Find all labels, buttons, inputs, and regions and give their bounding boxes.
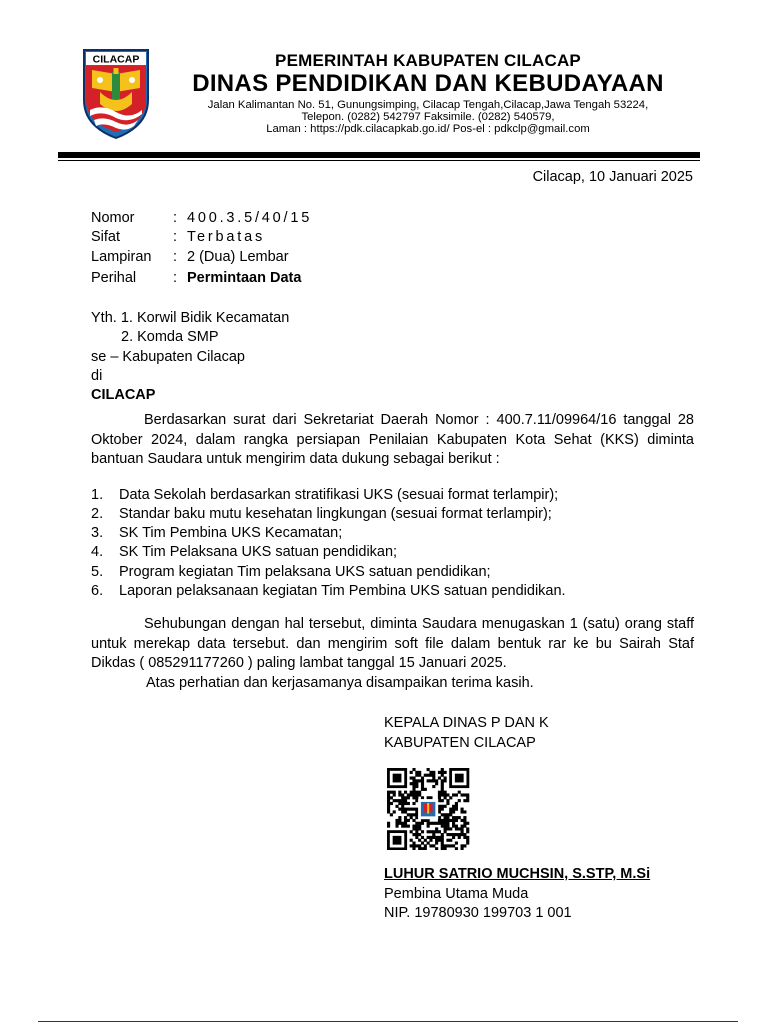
- letterhead-divider-thick: [58, 152, 700, 158]
- signatory-name: LUHUR SATRIO MUCHSIN, S.STP, M.Si: [384, 866, 651, 882]
- sifat-label: Sifat: [91, 229, 121, 245]
- website-email-line: Laman : https://pdk.cilacapkab.go.id/ Pos-el : pdkclp@gmail.com: [266, 123, 590, 135]
- page-bottom-line: [38, 1021, 738, 1022]
- recipient-line-1: Yth. 1. Korwil Bidik Kecamatan: [91, 310, 290, 326]
- perihal-value: Permintaan Data: [187, 270, 302, 286]
- list-item: Laporan pelaksanaan kegiatan Tim Pembina UKS satuan pendidikan.: [119, 583, 566, 599]
- lampiran-label: Lampiran: [91, 249, 152, 265]
- letterhead-divider-thin: [58, 160, 700, 161]
- lampiran-colon: :: [173, 249, 178, 265]
- list-item: Data Sekolah berdasarkan stratifikasi UKS (sesuai format terlampir);: [119, 487, 559, 503]
- list-item-number: 6.: [91, 583, 104, 599]
- signatory-title: KEPALA DINAS P DAN K: [384, 715, 549, 731]
- intro-paragraph: Berdasarkan surat dari Sekretariat Daerah Nomor : 400.7.11/09964/16 tanggal 28 Oktober 2024, dalam rangka persiapan Penilaian Kabupaten Kota Sehat (KKS) diminta bantuan Saudara untuk mengirim data dukung sebagai berikut :: [91, 412, 694, 467]
- sifat-colon: :: [173, 229, 178, 245]
- phone-line: Telepon. (0282) 542797 Faksimile. (0282) 540579,: [301, 111, 555, 123]
- list-item: SK Tim Pembina UKS Kecamatan;: [119, 525, 343, 541]
- list-item-number: 2.: [91, 506, 104, 522]
- government-name: PEMERINTAH KABUPATEN CILACAP: [275, 51, 581, 70]
- perihal-label: Perihal: [91, 270, 137, 286]
- signatory-rank: Pembina Utama Muda: [384, 886, 529, 902]
- letter-date: Cilacap, 10 Januari 2025: [532, 169, 693, 185]
- address-line: Jalan Kalimantan No. 51, Gunungsimping, Cilacap Tengah,Cilacap,Jawa Tengah 53224,: [207, 99, 649, 111]
- list-item: Standar baku mutu kesehatan lingkungan (sesuai format terlampir);: [119, 506, 552, 522]
- thanks-paragraph: Atas perhatian dan kerjasamanya disampaikan terima kasih.: [146, 675, 534, 691]
- signatory-nip: NIP. 19780930 199703 1 001: [384, 905, 572, 921]
- regency-logo: [82, 48, 150, 140]
- recipient-line-4: di: [91, 368, 103, 384]
- lampiran-value: 2 (Dua) Lembar: [187, 249, 289, 265]
- recipient-city: CILACAP: [91, 387, 156, 403]
- list-item-number: 4.: [91, 544, 104, 560]
- signatory-office: KABUPATEN CILACAP: [384, 735, 536, 751]
- list-item-number: 3.: [91, 525, 104, 541]
- nomor-colon: :: [173, 210, 178, 226]
- list-item: Program kegiatan Tim pelaksana UKS satuan pendidikan;: [119, 564, 491, 580]
- logo-text: CILACAP: [92, 53, 140, 66]
- list-item-number: 5.: [91, 564, 104, 580]
- recipient-line-3: se – Kabupaten Cilacap: [91, 349, 245, 365]
- qr-code-icon: [384, 768, 472, 850]
- perihal-colon: :: [173, 270, 178, 286]
- recipient-line-2: 2. Komda SMP: [121, 329, 219, 345]
- list-item: SK Tim Pelaksana UKS satuan pendidikan;: [119, 544, 398, 560]
- list-item-number: 1.: [91, 487, 104, 503]
- sifat-value: Terbatas: [187, 229, 266, 245]
- nomor-label: Nomor: [91, 210, 135, 226]
- nomor-value: 400.3.5/40/15: [187, 210, 313, 226]
- department-name: DINAS PENDIDIKAN DAN KEBUDAYAAN: [192, 70, 664, 97]
- closing-paragraph: Sehubungan dengan hal tersebut, diminta Saudara menugaskan 1 (satu) orang staff untuk merekap data tersebut. dan mengirim soft file dalam bentuk rar ke bu Sairah Staf Dikdas ( 085291177260 ) paling lambat tanggal 15 Januari 2025.: [91, 616, 694, 671]
